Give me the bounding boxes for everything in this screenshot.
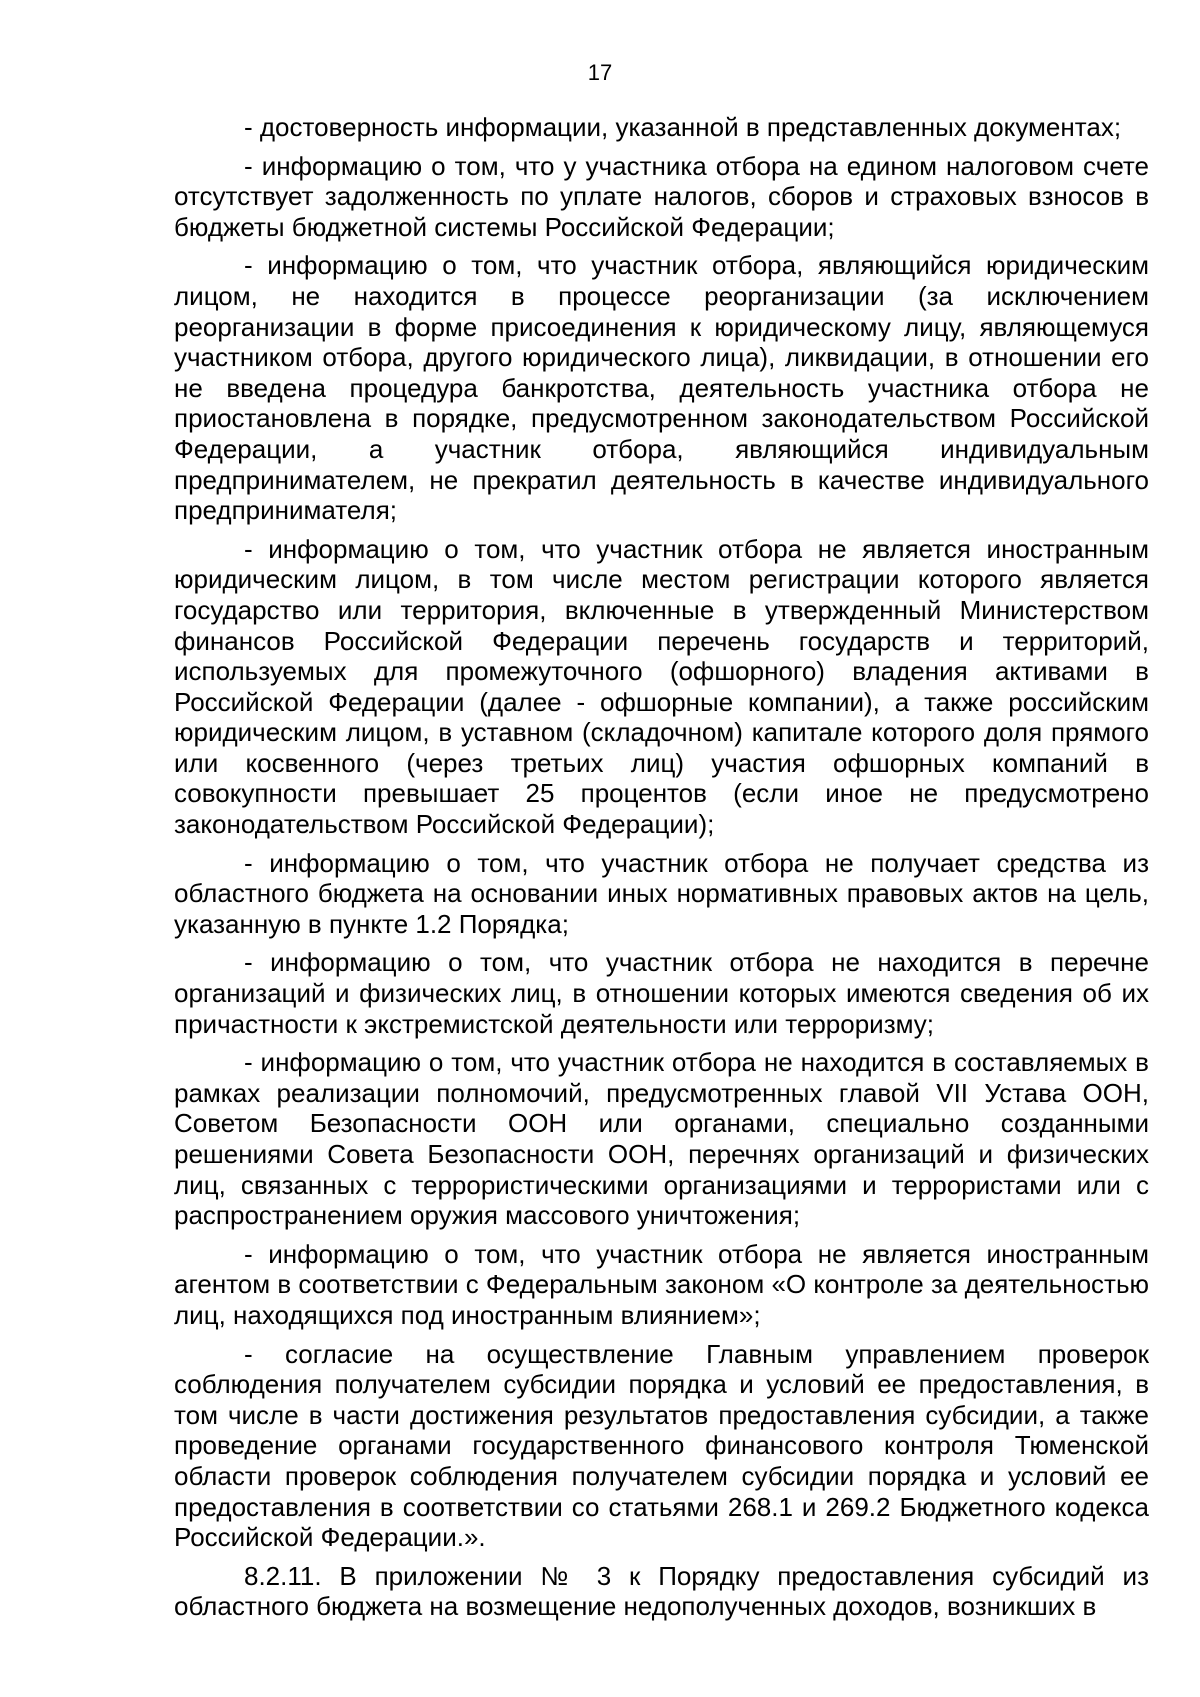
paragraph-section-8-2-11: 8.2.11. В приложении № 3 к Порядку предоставления субсидий из областного бюджета на возмещение недополученных доходов, возникших в [174,1560,1149,1622]
paragraph-tax-debt: - информацию о том, что у участника отбора на едином налоговом счете отсутствует задолженность по уплате налогов, сборов и страховых взносов в бюджеты бюджетной системы Российской Федерации; [174,150,1149,242]
document-body [174,112,1149,1630]
paragraph-foreign-agent: - информацию о том, что участник отбора не является иностранным агентом в соответствии с Федеральным законом «О контроле за деятельностью лиц, находящихся под иностранным влиянием»; [174,1238,1149,1330]
paragraph-extremism-list: - информацию о том, что участник отбора не находится в перечне организаций и физических лиц, в отношении которых имеются сведения об их причастности к экстремистской деятельности или терроризму; [174,947,1149,1039]
paragraph-inspection-consent: - согласие на осуществление Главным управлением проверок соблюдения получателем субсидии порядка и условий ее предоставления, в том числе в части достижения результатов предоставления субсидии, а также проведение органами государственного финансового контроля Тюменской области проверок соблюдения получателем субсидии порядка и условий ее предоставления в соответствии со статьями 268.1 и 269.2 Бюджетного кодекса Российской Федерации.». [174,1338,1149,1553]
paragraph-reorganization: - информацию о том, что участник отбора, являющийся юридическим лицом, не находится в процессе реорганизации (за исключением реорганизации в форме присоединения к юридическому лицу, являющемуся участником отбора, другого юридического лица), ликвидации, в отношении его не введена процедура банкротства, деятельность участника отбора не приостановлена в порядке, предусмотренном законодательством Российской Федерации, а участник отбора, являющийся индивидуальным предпринимателем, не прекратил деятельность в качестве индивидуального предпринимателя; [174,250,1149,526]
paragraph-other-funding: - информацию о том, что участник отбора не получает средства из областного бюджета на основании иных нормативных правовых актов на цель, указанную в пункте 1.2 Порядка; [174,847,1149,939]
paragraph-un-lists: - информацию о том, что участник отбора не находится в составляемых в рамках реализации полномочий, предусмотренных главой VII Устава ООН, Советом Безопасности ООН или органами, специально созданными решениями Совета Безопасности ООН, перечнях организаций и физических лиц, связанных с террористическими организациями и террористами или с распространением оружия массового уничтожения; [174,1047,1149,1231]
page-number: 17 [587,60,613,85]
paragraph-offshore: - информацию о том, что участник отбора не является иностранным юридическим лицом, в том числе местом регистрации которого является государство или территория, включенные в утвержденный Министерством финансов Российской Федерации перечень государств и территорий, используемых для промежуточного (офшорного) владения активами в Российской Федерации (далее - офшорные компании), а также российским юридическим лицом, в уставном (складочном) капитале которого доля прямого или косвенного (через третьих лиц) участия офшорных компаний в совокупности превышает 25 процентов (если иное не предусмотрено законодательством Российской Федерации); [174,533,1149,840]
paragraph-document-accuracy: - достоверность информации, указанной в представленных документах; [244,112,1122,142]
